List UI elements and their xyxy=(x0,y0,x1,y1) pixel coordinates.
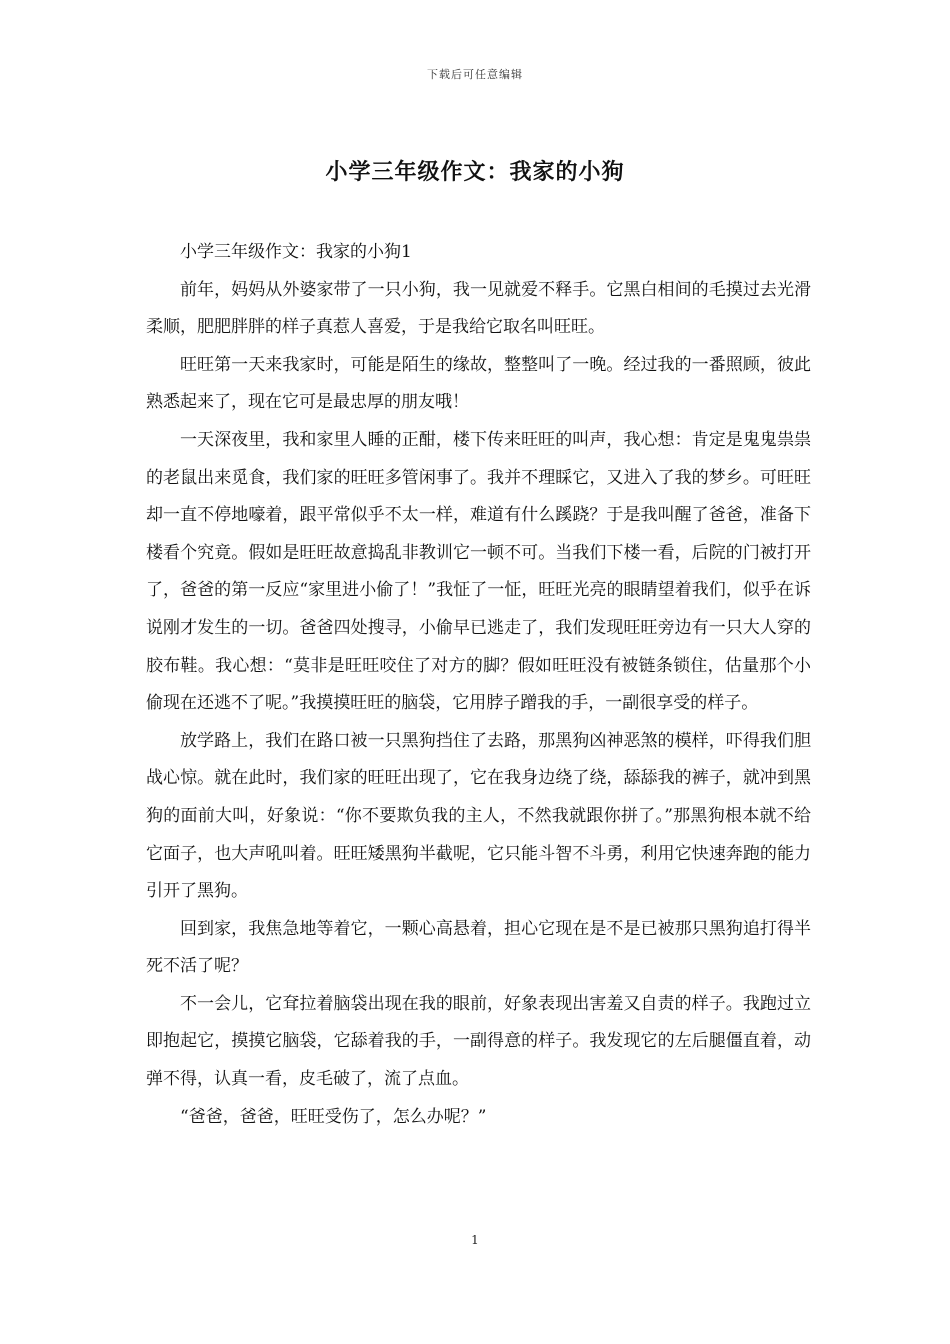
essay-paragraph: 放学路上，我们在路口被一只黑狗挡住了去路，那黑狗凶神恶煞的模样，吓得我们胆战心惊。就在此时，我们家的旺旺出现了，它在我身边绕了绕，舔舔我的裤子，就冲到黑狗的面前大叫，好象说：“你不要欺负我的主人，不然我就跟你拼了。”那黑狗根本就不给它面子，也大声吼叫着。旺旺矮黑狗半截呢，它只能斗智不斗勇，利用它快速奔跑的能力引开了黑狗。 xyxy=(146,730,811,902)
document-title: 小学三年级作文：我家的小狗 xyxy=(325,159,625,185)
essay-paragraph: “爸爸，爸爸，旺旺受伤了，怎么办呢？” xyxy=(180,1106,487,1127)
page-header-note: 下载后可任意编辑 xyxy=(427,68,523,81)
essay-paragraph: 旺旺第一天来我家时，可能是陌生的缘故，整整叫了一晚。经过我的一番照顾，彼此熟悉起来了，现在它可是最忠厚的朋友哦！ xyxy=(146,354,811,413)
essay-body xyxy=(146,234,811,1136)
essay-paragraph: 一天深夜里，我和家里人睡的正酣，楼下传来旺旺的叫声，我心想：肯定是鬼鬼祟祟的老鼠出来觅食，我们家的旺旺多管闲事了。我并不理睬它，又进入了我的梦乡。可旺旺却一直不停地嚎着，跟平常似乎不太一样，难道有什么蹊跷？于是我叫醒了爸爸，准备下楼看个究竟。假如是旺旺故意捣乱非教训它一顿不可。当我们下楼一看，后院的门被打开了，爸爸的第一反应“家里进小偷了！”我怔了一怔，旺旺光亮的眼睛望着我们，似乎在诉说刚才发生的一切。爸爸四处搜寻，小偷早已逃走了，我们发现旺旺旁边有一只大人穿的胶布鞋。我心想：“莫非是旺旺咬住了对方的脚？假如旺旺没有被链条锁住，估量那个小偷现在还逃不了呢。”我摸摸旺旺的脑袋，它用脖子蹭我的手，一副很享受的样子。 xyxy=(146,429,811,714)
essay-paragraph: 不一会儿，它耷拉着脑袋出现在我的眼前，好象表现出害羞又自责的样子。我跑过立即抱起它，摸摸它脑袋，它舔着我的手，一副得意的样子。我发现它的左后腿僵直着，动弹不得，认真一看，皮毛破了，流了点血。 xyxy=(146,993,811,1090)
essay-subtitle: 小学三年级作文：我家的小狗1 xyxy=(180,242,412,262)
essay-paragraph: 回到家，我焦急地等着它，一颗心高悬着，担心它现在是不是已被那只黑狗追打得半死不活了呢？ xyxy=(146,918,811,977)
essay-paragraph: 前年，妈妈从外婆家带了一只小狗，我一见就爱不释手。它黑白相间的毛摸过去光滑柔顺，肥肥胖胖的样子真惹人喜爱，于是我给它取名叫旺旺。 xyxy=(146,279,811,338)
page-number: 1 xyxy=(471,1233,479,1247)
